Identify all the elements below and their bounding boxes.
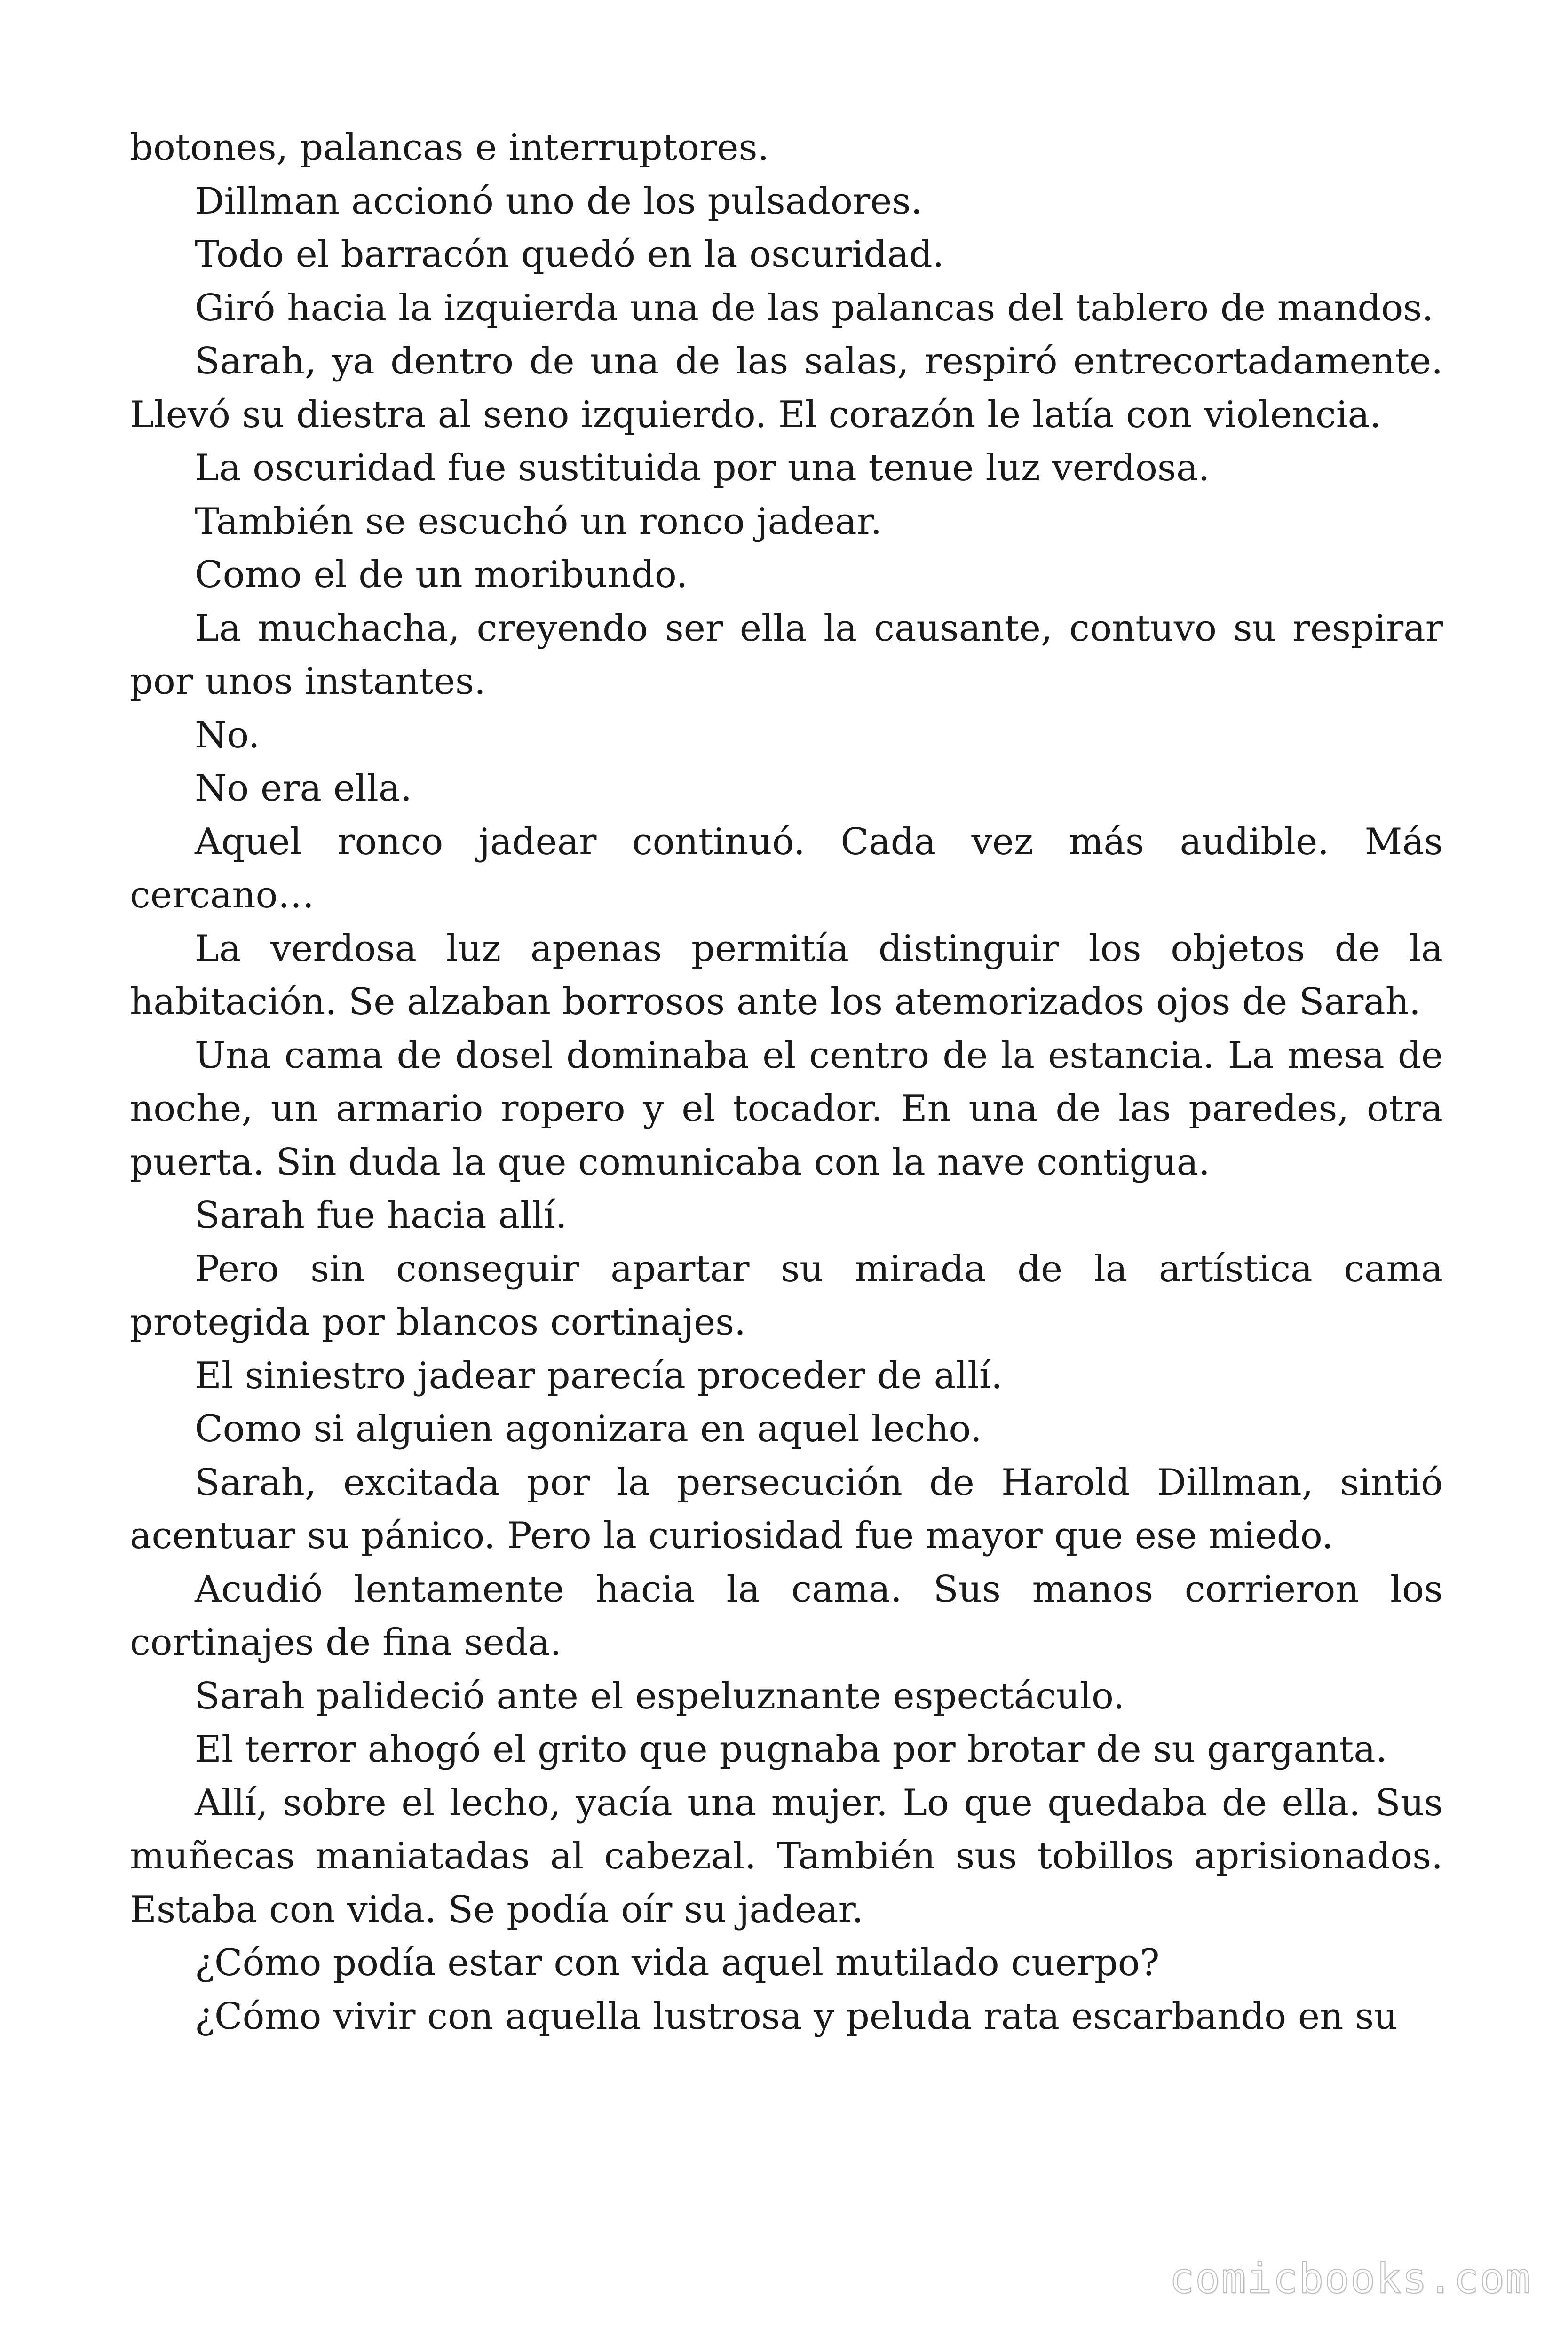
- paragraph: ¿Cómo vivir con aquella lustrosa y peluda rata escarbando en su: [195, 1995, 1398, 2038]
- paragraph: Una cama de dosel dominaba el centro de la estancia. La mesa de noche, un armario ropero y el tocador. En una de las paredes, otra puerta. Sin duda la que comunicaba con la nave contigua.: [130, 1034, 1443, 1184]
- paragraph: La verdosa luz apenas permitía distinguir los objetos de la habitación. Se alzaban borrosos ante los atemorizados ojos de Sarah.: [130, 927, 1443, 1023]
- paragraph: ¿Cómo podía estar con vida aquel mutilado cuerpo?: [195, 1942, 1160, 1984]
- paragraph: Sarah, excitada por la persecución de Harold Dillman, sintió acentuar su pánico. Pero la curiosidad fue mayor que ese miedo.: [130, 1461, 1443, 1557]
- paragraph: Como si alguien agonizara en aquel lecho.: [195, 1408, 982, 1450]
- paragraph: Como el de un moribundo.: [195, 554, 688, 596]
- paragraph: Dillman accionó uno de los pulsadores.: [195, 180, 923, 222]
- paragraph: El terror ahogó el grito que pugnaba por brotar de su garganta.: [195, 1728, 1387, 1771]
- paragraph: La oscuridad fue sustituida por una tenue luz verdosa.: [195, 447, 1210, 489]
- paragraph: Giró hacia la izquierda una de las palancas del tablero de mandos.: [195, 286, 1434, 329]
- paragraph: Acudió lentamente hacia la cama. Sus manos corrieron los cortinajes de fina seda.: [130, 1568, 1443, 1664]
- paragraph: Sarah palideció ante el espeluznante espectáculo.: [195, 1675, 1125, 1717]
- paragraph: No.: [195, 714, 260, 756]
- paragraph: Todo el barracón quedó en la oscuridad.: [195, 233, 944, 276]
- paragraph: Pero sin conseguir apartar su mirada de la artística cama protegida por blancos cortinajes.: [130, 1248, 1443, 1343]
- paragraph: No era ella.: [195, 767, 412, 810]
- paragraph: Aquel ronco jadear continuó. Cada vez más audible. Más cercano…: [130, 820, 1443, 916]
- paragraph: La muchacha, creyendo ser ella la causante, contuvo su respirar por unos instantes.: [130, 607, 1443, 703]
- paragraph: botones, palancas e interruptores.: [130, 127, 769, 169]
- watermark: comicbooks.com: [1169, 2254, 1531, 2303]
- paragraph: El siniestro jadear parecía proceder de allí.: [195, 1354, 1003, 1397]
- paragraph: Sarah, ya dentro de una de las salas, respiró entrecortadamente. Llevó su diestra al seno izquierdo. El corazón le latía con violencia.: [130, 340, 1443, 436]
- paragraph: También se escuchó un ronco jadear.: [195, 500, 882, 543]
- paragraph: Sarah fue hacia allí.: [195, 1194, 567, 1237]
- paragraph: Allí, sobre el lecho, yacía una mujer. Lo que quedaba de ella. Sus muñecas maniatadas al cabezal. También sus tobillos aprisionados. Estaba con vida. Se podía oír su jadear.: [130, 1781, 1443, 1931]
- page-body: [130, 121, 1443, 2043]
